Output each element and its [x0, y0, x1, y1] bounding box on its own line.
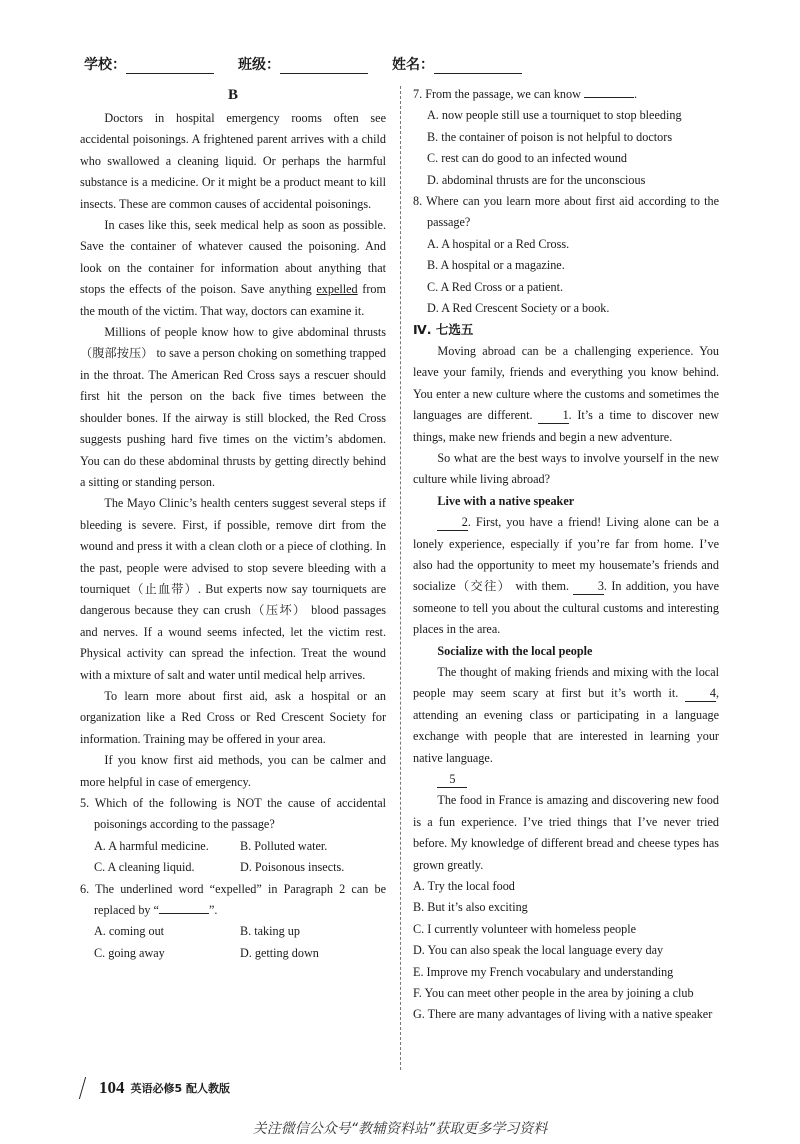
- class-blank: [280, 59, 368, 74]
- school-label: 学校：: [84, 57, 126, 73]
- passage-paragraph-5: To learn more about first aid, ask a hospital or an organization like a Red Cross or Red Crescent Society for information. Training may be offered in your area.: [80, 688, 386, 746]
- blank-3[interactable]: 3: [573, 579, 603, 595]
- column-divider: [400, 86, 401, 1070]
- passage-paragraph-1: Doctors in hospital emergency rooms often see accidental poisonings. A frightened parent arrives with a child who swallowed a cleaning liquid. Or perhaps the harmful substance is a medicine. Or it might be a product meant to kill insects. These are common causes of accidental poisonings.: [80, 111, 386, 211]
- question-6-stem: [80, 879, 386, 922]
- name-blank: [434, 59, 522, 74]
- question-6-options-row-2: [80, 943, 386, 964]
- p3-text-b: . In addition, you have someone to tell you about the cultural customs and interesting places in the area.: [413, 579, 719, 637]
- section-4-paragraph-3: [413, 512, 719, 640]
- seven-choice-option-f[interactable]: F. You can meet other people in the area by joining a club: [413, 986, 694, 1001]
- school-blank: [126, 59, 214, 74]
- question-5-options-row-1: [80, 836, 386, 857]
- section-4-paragraph-5: The food in France is amazing and discovering new food is a fun experience. I’ve tried things that I’ve never tried before. My knowledge of different bread and cheese types has grown greatly.: [413, 793, 719, 872]
- name-label: 姓名：: [392, 57, 434, 73]
- question-6-options-row-1: [80, 921, 386, 942]
- q5-option-d[interactable]: D. Poisonous insects.: [240, 860, 345, 875]
- q7-option-d[interactable]: D. abdominal thrusts are for the unconscious: [427, 172, 646, 187]
- blank-5[interactable]: 5: [437, 772, 467, 788]
- q7-option-b[interactable]: B. the container of poison is not helpful to doctors: [427, 129, 673, 144]
- page-number: 104: [99, 1078, 125, 1097]
- footer-slash-mark: [79, 1077, 96, 1099]
- blank-4[interactable]: 4: [685, 686, 715, 702]
- passage-paragraph-3: Millions of people know how to give abdominal thrusts（腹部按压） to save a person choking on something trapped in the throat. The American Red Cross says a rescuer should first hit the person on the back five times between the shoulder bones. If the airway is still blocked, the Red Cross suggests pushing hard five times on the victim’s abdomen. You can do these abdominal thrusts by getting directly behind a sitting or standing person.: [80, 325, 386, 489]
- seven-choice-option-b[interactable]: B. But it’s also exciting: [413, 900, 528, 915]
- seven-choice-option-d[interactable]: D. You can also speak the local language every day: [413, 943, 664, 958]
- p4-text-a: The thought of making friends and mixing with the local people may seem scary at first but it’s worth it.: [413, 664, 719, 701]
- section-4-blank-5-line: [413, 769, 719, 790]
- q8-option-b[interactable]: B. A hospital or a magazine.: [427, 258, 565, 273]
- p2-text-before: In cases like this, seek medical help as soon as possible. Save the container of whatever caused the poisoning. And look on the container for information about anything that stops the effects of the poison. Save anything: [80, 218, 386, 297]
- section-4-question: So what are the best ways to involve yourself in the new culture while living abroad?: [413, 450, 719, 487]
- blank-1[interactable]: 1: [538, 408, 568, 424]
- q5-option-b[interactable]: B. Polluted water.: [240, 838, 328, 853]
- q7-option-c[interactable]: C. rest can do good to an infected wound: [427, 151, 628, 166]
- passage-paragraph-2: [80, 215, 386, 322]
- class-label: 班级：: [238, 57, 280, 73]
- question-7-stem: [413, 84, 719, 105]
- intro-text-before: Moving abroad can be a challenging experience. You leave your family, friends and everything you know behind. You enter a new culture where the customs and sometimes the languages are different.: [413, 343, 719, 423]
- page-footer: [82, 1075, 230, 1101]
- question-5-options-row-2: [80, 857, 386, 878]
- passage-paragraph-4: The Mayo Clinic’s health centers suggest several steps if bleeding is severe. First, if possible, remove dirt from the wound and press it with a clean cloth or a piece of clothing. In the past, people were advised to stop severe bleeding with a tourniquet（止血带）. But experts now say tourniquets are dangerous because they can crush（压坏） blood passages and nerves. If a wound seems infected, let the victim rest. Physical activity can spread the infection. Treat the wound with a mixture of salt and water until medical help arrives.: [80, 496, 386, 682]
- q6-option-c[interactable]: C. going away: [94, 945, 165, 960]
- underlined-word-expelled: expelled: [316, 282, 358, 297]
- q5-option-c[interactable]: C. A cleaning liquid.: [94, 860, 195, 875]
- section-4-paragraph-4: [413, 662, 719, 769]
- book-title: 英语必修5 配人教版: [130, 1082, 230, 1095]
- p2-text-after: from the mouth of the victim. That way, doctors can examine it.: [80, 282, 386, 318]
- subheading-native-speaker: Live with a native speaker: [437, 493, 575, 508]
- intro-text-after: . It’s a time to discover new things, make new friends and begin a new adventure.: [413, 408, 720, 444]
- left-column: [80, 84, 386, 964]
- q8-option-c[interactable]: C. A Red Cross or a patient.: [427, 279, 564, 294]
- right-column: [413, 84, 719, 1026]
- q8-option-a[interactable]: A. A hospital or a Red Cross.: [427, 236, 570, 251]
- blank-2[interactable]: 2: [437, 515, 467, 531]
- seven-choice-option-c[interactable]: C. I currently volunteer with homeless people: [413, 921, 637, 936]
- q8-option-d[interactable]: D. A Red Crescent Society or a book.: [427, 301, 610, 316]
- name-field: [392, 54, 522, 74]
- passage-paragraph-6: If you know first aid methods, you can be calmer and more helpful in case of emergency.: [80, 753, 386, 789]
- q6-answer-blank[interactable]: [159, 900, 209, 914]
- q5-option-a[interactable]: A. A harmful medicine.: [94, 838, 209, 853]
- question-5-stem: 5. Which of the following is NOT the cause of accidental poisonings according to the passage?: [80, 796, 386, 832]
- p4-text-b: , attending an evening class or participating in a language exchange with people that are interested in learning your native language.: [413, 686, 719, 765]
- section-4-intro: [413, 341, 719, 448]
- student-info-header: [84, 54, 724, 78]
- q7-stem-after: .: [633, 87, 637, 101]
- q6-option-b[interactable]: B. taking up: [240, 924, 300, 939]
- q7-option-a[interactable]: A. now people still use a tourniquet to stop bleeding: [427, 108, 682, 123]
- q7-answer-blank[interactable]: [584, 84, 634, 98]
- watermark-text: 关注微信公众号“教辅资料站”获取更多学习资料: [252, 1121, 548, 1137]
- seven-choice-option-a[interactable]: A. Try the local food: [413, 879, 515, 894]
- q7-stem-before: 7. From the passage, we can know: [413, 87, 584, 101]
- section-4-title: Ⅳ. 七选五: [413, 322, 474, 338]
- q6-stem-before: 6. The underlined word “expelled” in Paragraph 2 can be replaced by “: [80, 881, 386, 918]
- q6-stem-after: ”.: [208, 903, 218, 918]
- subheading-local-people: Socialize with the local people: [437, 643, 593, 658]
- seven-choice-option-g[interactable]: G. There are many advantages of living with a native speaker: [413, 1007, 713, 1022]
- q6-option-a[interactable]: A. coming out: [94, 924, 165, 939]
- passage-title: B: [227, 87, 238, 103]
- q6-option-d[interactable]: D. getting down: [240, 945, 319, 960]
- seven-choice-option-e[interactable]: E. Improve my French vocabulary and understanding: [413, 964, 674, 979]
- class-field: [238, 54, 368, 74]
- question-8-stem: 8. Where can you learn more about first aid according to the passage?: [413, 194, 719, 230]
- school-field: [84, 54, 214, 74]
- p3-text-a: . First, you have a friend! Living alone can be a lonely experience, especially if you’re far from home. I’ve also had the opportunity to meet my housemate’s friends and socialize（交往） with them.: [413, 515, 719, 594]
